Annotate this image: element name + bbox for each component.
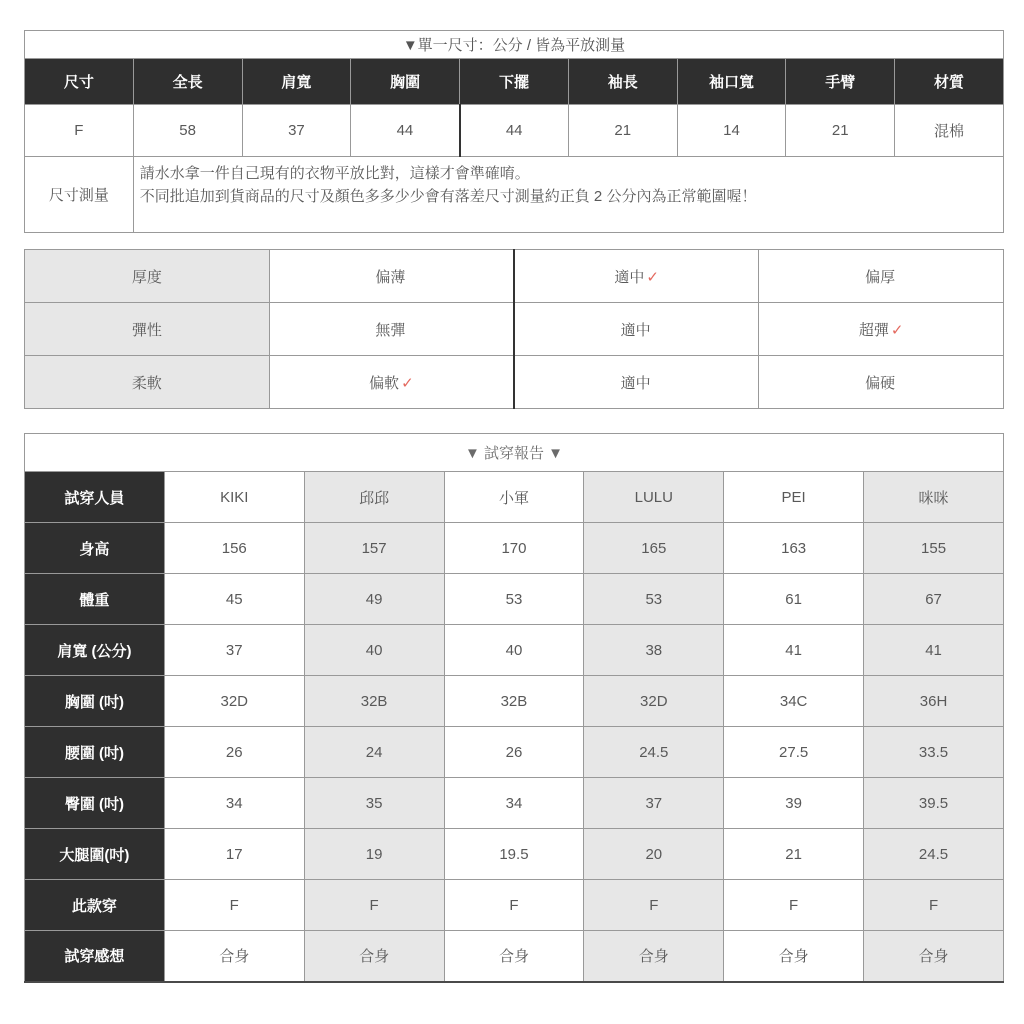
impression-value: 合身 [864, 931, 1004, 982]
bust-value: 44 [351, 105, 460, 157]
fitting-row-bust [25, 676, 1004, 727]
elasticity-option-none [269, 303, 514, 356]
option-text: 無彈 [375, 321, 406, 339]
impression-value: 合身 [724, 931, 864, 982]
model-name: 小軍 [444, 472, 584, 523]
hip-value: 34 [164, 778, 304, 829]
elasticity-row [25, 303, 1004, 356]
row-label-hip: 臀圍 (吋) [25, 778, 165, 829]
thigh-value: 19.5 [444, 829, 584, 880]
option-text: 偏厚 [865, 268, 896, 286]
waist-value: 26 [444, 727, 584, 778]
shoulder-value: 38 [584, 625, 724, 676]
height-value: 157 [304, 523, 444, 574]
model-name: 咪咪 [864, 472, 1004, 523]
softness-option-hard [759, 356, 1004, 409]
thigh-value: 21 [724, 829, 864, 880]
weight-value: 49 [304, 574, 444, 625]
full-length-value: 58 [133, 105, 242, 157]
option-text: 偏硬 [865, 374, 896, 392]
thickness-option-thick [759, 250, 1004, 303]
bust-value: 32D [164, 676, 304, 727]
weight-value: 45 [164, 574, 304, 625]
hip-value: 39.5 [864, 778, 1004, 829]
fitting-row-thigh [25, 829, 1004, 880]
check-mark: ✓ [646, 268, 659, 286]
fitting-row-size-worn [25, 880, 1004, 931]
shoulder-value: 40 [444, 625, 584, 676]
shoulder-value: 40 [304, 625, 444, 676]
size-worn-value: F [304, 880, 444, 931]
shoulder-value: 41 [864, 625, 1004, 676]
thigh-value: 19 [304, 829, 444, 880]
impression-value: 合身 [304, 931, 444, 982]
shoulder-value: 37 [164, 625, 304, 676]
height-value: 156 [164, 523, 304, 574]
hip-value: 37 [584, 778, 724, 829]
softness-label: 柔軟 [25, 356, 270, 409]
col-header-arm: 手臂 [786, 59, 895, 105]
fitting-row-model [25, 472, 1004, 523]
size-worn-value: F [164, 880, 304, 931]
fitting-row-height [25, 523, 1004, 574]
option-text: 適中 [614, 268, 645, 286]
softness-row [25, 356, 1004, 409]
impression-value: 合身 [444, 931, 584, 982]
size-worn-value: F [864, 880, 1004, 931]
hip-value: 35 [304, 778, 444, 829]
softness-option-soft [269, 356, 514, 409]
hip-value: 39 [724, 778, 864, 829]
weight-value: 53 [444, 574, 584, 625]
measurement-note-label: 尺寸測量 [25, 157, 134, 233]
thickness-option-thin [269, 250, 514, 303]
waist-value: 33.5 [864, 727, 1004, 778]
thigh-value: 17 [164, 829, 304, 880]
col-header-shoulder: 肩寬 [242, 59, 351, 105]
shoulder-value: 41 [724, 625, 864, 676]
row-label-impression: 試穿感想 [25, 931, 165, 982]
softness-option-medium [514, 356, 759, 409]
bust-value: 34C [724, 676, 864, 727]
option-text: 超彈 [858, 321, 889, 339]
size-value: F [25, 105, 134, 157]
arm-value: 21 [786, 105, 895, 157]
option-text: 偏薄 [375, 268, 406, 286]
impression-value: 合身 [164, 931, 304, 982]
row-label-thigh: 大腿圍(吋) [25, 829, 165, 880]
weight-value: 61 [724, 574, 864, 625]
shoulder-value: 37 [242, 105, 351, 157]
bust-value: 36H [864, 676, 1004, 727]
option-text: 偏軟 [369, 374, 400, 392]
bust-value: 32B [444, 676, 584, 727]
fitting-row-weight [25, 574, 1004, 625]
size-measurement-table [24, 30, 1004, 233]
row-label-bust: 胸圍 (吋) [25, 676, 165, 727]
product-size-info [24, 30, 1004, 983]
height-value: 165 [584, 523, 724, 574]
size-table-title: ▼單一尺寸：公分 / 皆為平放測量 [25, 31, 1004, 59]
col-header-hem: 下擺 [460, 59, 569, 105]
model-name: LULU [584, 472, 724, 523]
fitting-report-table [24, 433, 1004, 983]
col-header-bust: 胸圍 [351, 59, 460, 105]
col-header-cuff-width: 袖口寬 [677, 59, 786, 105]
cuff-width-value: 14 [677, 105, 786, 157]
impression-value: 合身 [584, 931, 724, 982]
size-table-note-row [25, 157, 1004, 233]
thickness-row [25, 250, 1004, 303]
fitting-table-title-row [25, 434, 1004, 472]
thigh-value: 24.5 [864, 829, 1004, 880]
thickness-label: 厚度 [25, 250, 270, 303]
waist-value: 27.5 [724, 727, 864, 778]
hem-value: 44 [460, 105, 569, 157]
check-mark: ✓ [401, 374, 414, 392]
height-value: 170 [444, 523, 584, 574]
model-name: 邱邱 [304, 472, 444, 523]
bust-value: 32D [584, 676, 724, 727]
row-label-height: 身高 [25, 523, 165, 574]
weight-value: 67 [864, 574, 1004, 625]
fabric-property-table [24, 249, 1004, 409]
fitting-row-impression [25, 931, 1004, 982]
sleeve-length-value: 21 [568, 105, 677, 157]
measurement-note-text [133, 157, 1003, 233]
option-text: 適中 [620, 374, 651, 392]
model-name: KIKI [164, 472, 304, 523]
row-label-size-worn: 此款穿 [25, 880, 165, 931]
row-label-waist: 腰圍 (吋) [25, 727, 165, 778]
height-value: 163 [724, 523, 864, 574]
measurement-note-line1: 請水水拿一件自己現有的衣物平放比對，這樣才會準確唷。 [139, 165, 530, 182]
material-value: 混棉 [895, 105, 1004, 157]
elasticity-option-medium [514, 303, 759, 356]
size-worn-value: F [444, 880, 584, 931]
size-worn-value: F [724, 880, 864, 931]
fitting-table-title: ▼ 試穿報告 ▼ [25, 434, 1004, 472]
row-label-shoulder: 肩寬 (公分) [25, 625, 165, 676]
model-name: PEI [724, 472, 864, 523]
waist-value: 26 [164, 727, 304, 778]
thickness-option-medium [514, 250, 759, 303]
measurement-note-line2: 不同批追加到貨商品的尺寸及顏色多多少少會有落差尺寸測量約正負 2 公分內為正常範圍喔！ [139, 188, 757, 205]
bust-value: 32B [304, 676, 444, 727]
col-header-size: 尺寸 [25, 59, 134, 105]
thigh-value: 20 [584, 829, 724, 880]
size-table-header-row [25, 59, 1004, 105]
fitting-row-waist [25, 727, 1004, 778]
fitting-row-shoulder [25, 625, 1004, 676]
row-label-model: 試穿人員 [25, 472, 165, 523]
size-table-title-row [25, 31, 1004, 59]
elasticity-option-super [759, 303, 1004, 356]
hip-value: 34 [444, 778, 584, 829]
col-header-sleeve-length: 袖長 [568, 59, 677, 105]
height-value: 155 [864, 523, 1004, 574]
check-mark: ✓ [890, 321, 904, 339]
waist-value: 24.5 [584, 727, 724, 778]
size-table-value-row [25, 105, 1004, 157]
fitting-row-hip [25, 778, 1004, 829]
option-text: 適中 [620, 321, 651, 339]
weight-value: 53 [584, 574, 724, 625]
col-header-material: 材質 [895, 59, 1004, 105]
row-label-weight: 體重 [25, 574, 165, 625]
col-header-full-length: 全長 [133, 59, 242, 105]
elasticity-label: 彈性 [25, 303, 270, 356]
waist-value: 24 [304, 727, 444, 778]
size-worn-value: F [584, 880, 724, 931]
